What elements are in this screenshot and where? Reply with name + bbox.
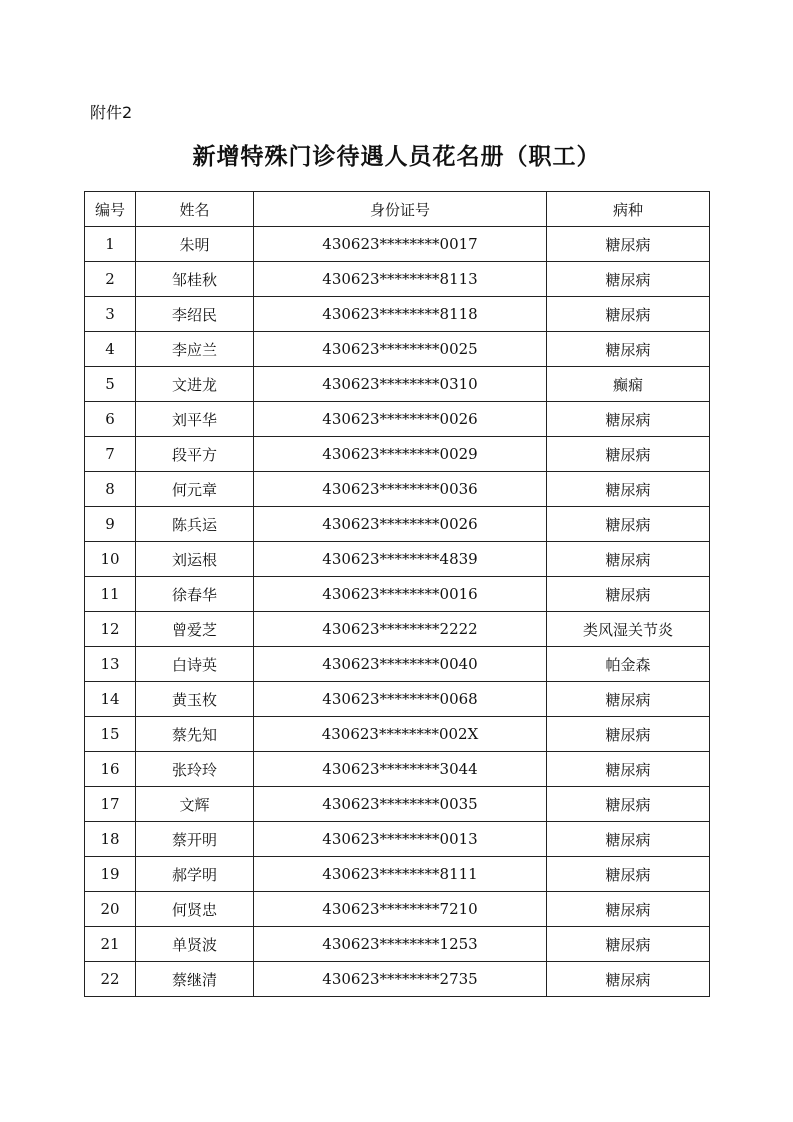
table-row xyxy=(85,717,710,752)
table-row xyxy=(85,472,710,507)
cell-id-number: 430623********0017 xyxy=(254,227,547,262)
cell-disease: 糖尿病 xyxy=(547,332,710,367)
cell-id-number: 430623********0068 xyxy=(254,682,547,717)
cell-id-number: 430623********8113 xyxy=(254,262,547,297)
cell-number: 13 xyxy=(85,647,136,682)
cell-disease: 糖尿病 xyxy=(547,472,710,507)
header-name: 姓名 xyxy=(136,192,254,227)
table-row xyxy=(85,332,710,367)
cell-number: 2 xyxy=(85,262,136,297)
cell-name: 邹桂秋 xyxy=(136,262,254,297)
cell-number: 10 xyxy=(85,542,136,577)
table-row xyxy=(85,542,710,577)
cell-number: 8 xyxy=(85,472,136,507)
table-row xyxy=(85,822,710,857)
table-row xyxy=(85,367,710,402)
cell-number: 3 xyxy=(85,297,136,332)
cell-number: 4 xyxy=(85,332,136,367)
table-row xyxy=(85,437,710,472)
cell-id-number: 430623********8118 xyxy=(254,297,547,332)
table-row xyxy=(85,227,710,262)
cell-disease: 糖尿病 xyxy=(547,437,710,472)
table-row xyxy=(85,262,710,297)
table-row xyxy=(85,962,710,997)
cell-id-number: 430623********0026 xyxy=(254,402,547,437)
cell-number: 17 xyxy=(85,787,136,822)
cell-name: 何贤忠 xyxy=(136,892,254,927)
header-number: 编号 xyxy=(85,192,136,227)
cell-disease: 糖尿病 xyxy=(547,542,710,577)
cell-disease: 糖尿病 xyxy=(547,822,710,857)
cell-id-number: 430623********1253 xyxy=(254,927,547,962)
cell-name: 单贤波 xyxy=(136,927,254,962)
table-row xyxy=(85,402,710,437)
cell-name: 曾爱芝 xyxy=(136,612,254,647)
cell-name: 陈兵运 xyxy=(136,507,254,542)
cell-disease: 糖尿病 xyxy=(547,892,710,927)
table-row xyxy=(85,612,710,647)
cell-id-number: 430623********0013 xyxy=(254,822,547,857)
header-id-number: 身份证号 xyxy=(254,192,547,227)
cell-disease: 糖尿病 xyxy=(547,787,710,822)
cell-disease: 糖尿病 xyxy=(547,227,710,262)
cell-number: 14 xyxy=(85,682,136,717)
table-row xyxy=(85,682,710,717)
cell-number: 12 xyxy=(85,612,136,647)
cell-disease: 糖尿病 xyxy=(547,857,710,892)
cell-name: 蔡先知 xyxy=(136,717,254,752)
cell-id-number: 430623********0029 xyxy=(254,437,547,472)
cell-id-number: 430623********0040 xyxy=(254,647,547,682)
cell-disease: 糖尿病 xyxy=(547,962,710,997)
cell-disease: 癫痫 xyxy=(547,367,710,402)
cell-disease: 糖尿病 xyxy=(547,927,710,962)
cell-number: 15 xyxy=(85,717,136,752)
cell-number: 5 xyxy=(85,367,136,402)
document-title: 新增特殊门诊待遇人员花名册（职工） xyxy=(192,143,601,170)
cell-disease: 糖尿病 xyxy=(547,752,710,787)
cell-id-number: 430623********0035 xyxy=(254,787,547,822)
cell-disease: 糖尿病 xyxy=(547,717,710,752)
cell-name: 白诗英 xyxy=(136,647,254,682)
table-row xyxy=(85,892,710,927)
cell-disease: 糖尿病 xyxy=(547,577,710,612)
cell-number: 1 xyxy=(85,227,136,262)
roster-table xyxy=(84,191,710,997)
table-header-row xyxy=(85,192,710,227)
cell-disease: 帕金森 xyxy=(547,647,710,682)
cell-disease: 糖尿病 xyxy=(547,262,710,297)
cell-id-number: 430623********8111 xyxy=(254,857,547,892)
cell-number: 18 xyxy=(85,822,136,857)
cell-name: 徐春华 xyxy=(136,577,254,612)
cell-disease: 糖尿病 xyxy=(547,682,710,717)
cell-number: 7 xyxy=(85,437,136,472)
cell-name: 蔡开明 xyxy=(136,822,254,857)
cell-name: 郝学明 xyxy=(136,857,254,892)
table-row xyxy=(85,647,710,682)
cell-number: 16 xyxy=(85,752,136,787)
cell-id-number: 430623********0025 xyxy=(254,332,547,367)
cell-disease: 类风湿关节炎 xyxy=(547,612,710,647)
cell-name: 李应兰 xyxy=(136,332,254,367)
cell-number: 20 xyxy=(85,892,136,927)
table-row xyxy=(85,857,710,892)
cell-id-number: 430623********0036 xyxy=(254,472,547,507)
cell-id-number: 430623********2222 xyxy=(254,612,547,647)
attachment-label: 附件2 xyxy=(90,103,133,122)
cell-name: 蔡继清 xyxy=(136,962,254,997)
cell-number: 6 xyxy=(85,402,136,437)
cell-name: 何元章 xyxy=(136,472,254,507)
cell-disease: 糖尿病 xyxy=(547,402,710,437)
cell-number: 22 xyxy=(85,962,136,997)
cell-id-number: 430623********3044 xyxy=(254,752,547,787)
cell-number: 9 xyxy=(85,507,136,542)
cell-id-number: 430623********2735 xyxy=(254,962,547,997)
cell-id-number: 430623********002X xyxy=(254,717,547,752)
cell-name: 刘平华 xyxy=(136,402,254,437)
cell-name: 刘运根 xyxy=(136,542,254,577)
table-body xyxy=(85,227,710,997)
cell-number: 21 xyxy=(85,927,136,962)
table-row xyxy=(85,787,710,822)
cell-id-number: 430623********0026 xyxy=(254,507,547,542)
cell-name: 黄玉枚 xyxy=(136,682,254,717)
header-disease: 病种 xyxy=(547,192,710,227)
cell-id-number: 430623********0016 xyxy=(254,577,547,612)
cell-id-number: 430623********4839 xyxy=(254,542,547,577)
table-row xyxy=(85,507,710,542)
cell-number: 19 xyxy=(85,857,136,892)
cell-id-number: 430623********0310 xyxy=(254,367,547,402)
table-row xyxy=(85,577,710,612)
cell-disease: 糖尿病 xyxy=(547,507,710,542)
cell-name: 段平方 xyxy=(136,437,254,472)
cell-name: 文辉 xyxy=(136,787,254,822)
cell-name: 文进龙 xyxy=(136,367,254,402)
table-row xyxy=(85,297,710,332)
table-row xyxy=(85,752,710,787)
cell-number: 11 xyxy=(85,577,136,612)
cell-id-number: 430623********7210 xyxy=(254,892,547,927)
cell-name: 朱明 xyxy=(136,227,254,262)
cell-name: 张玲玲 xyxy=(136,752,254,787)
table-row xyxy=(85,927,710,962)
cell-disease: 糖尿病 xyxy=(547,297,710,332)
cell-name: 李绍民 xyxy=(136,297,254,332)
